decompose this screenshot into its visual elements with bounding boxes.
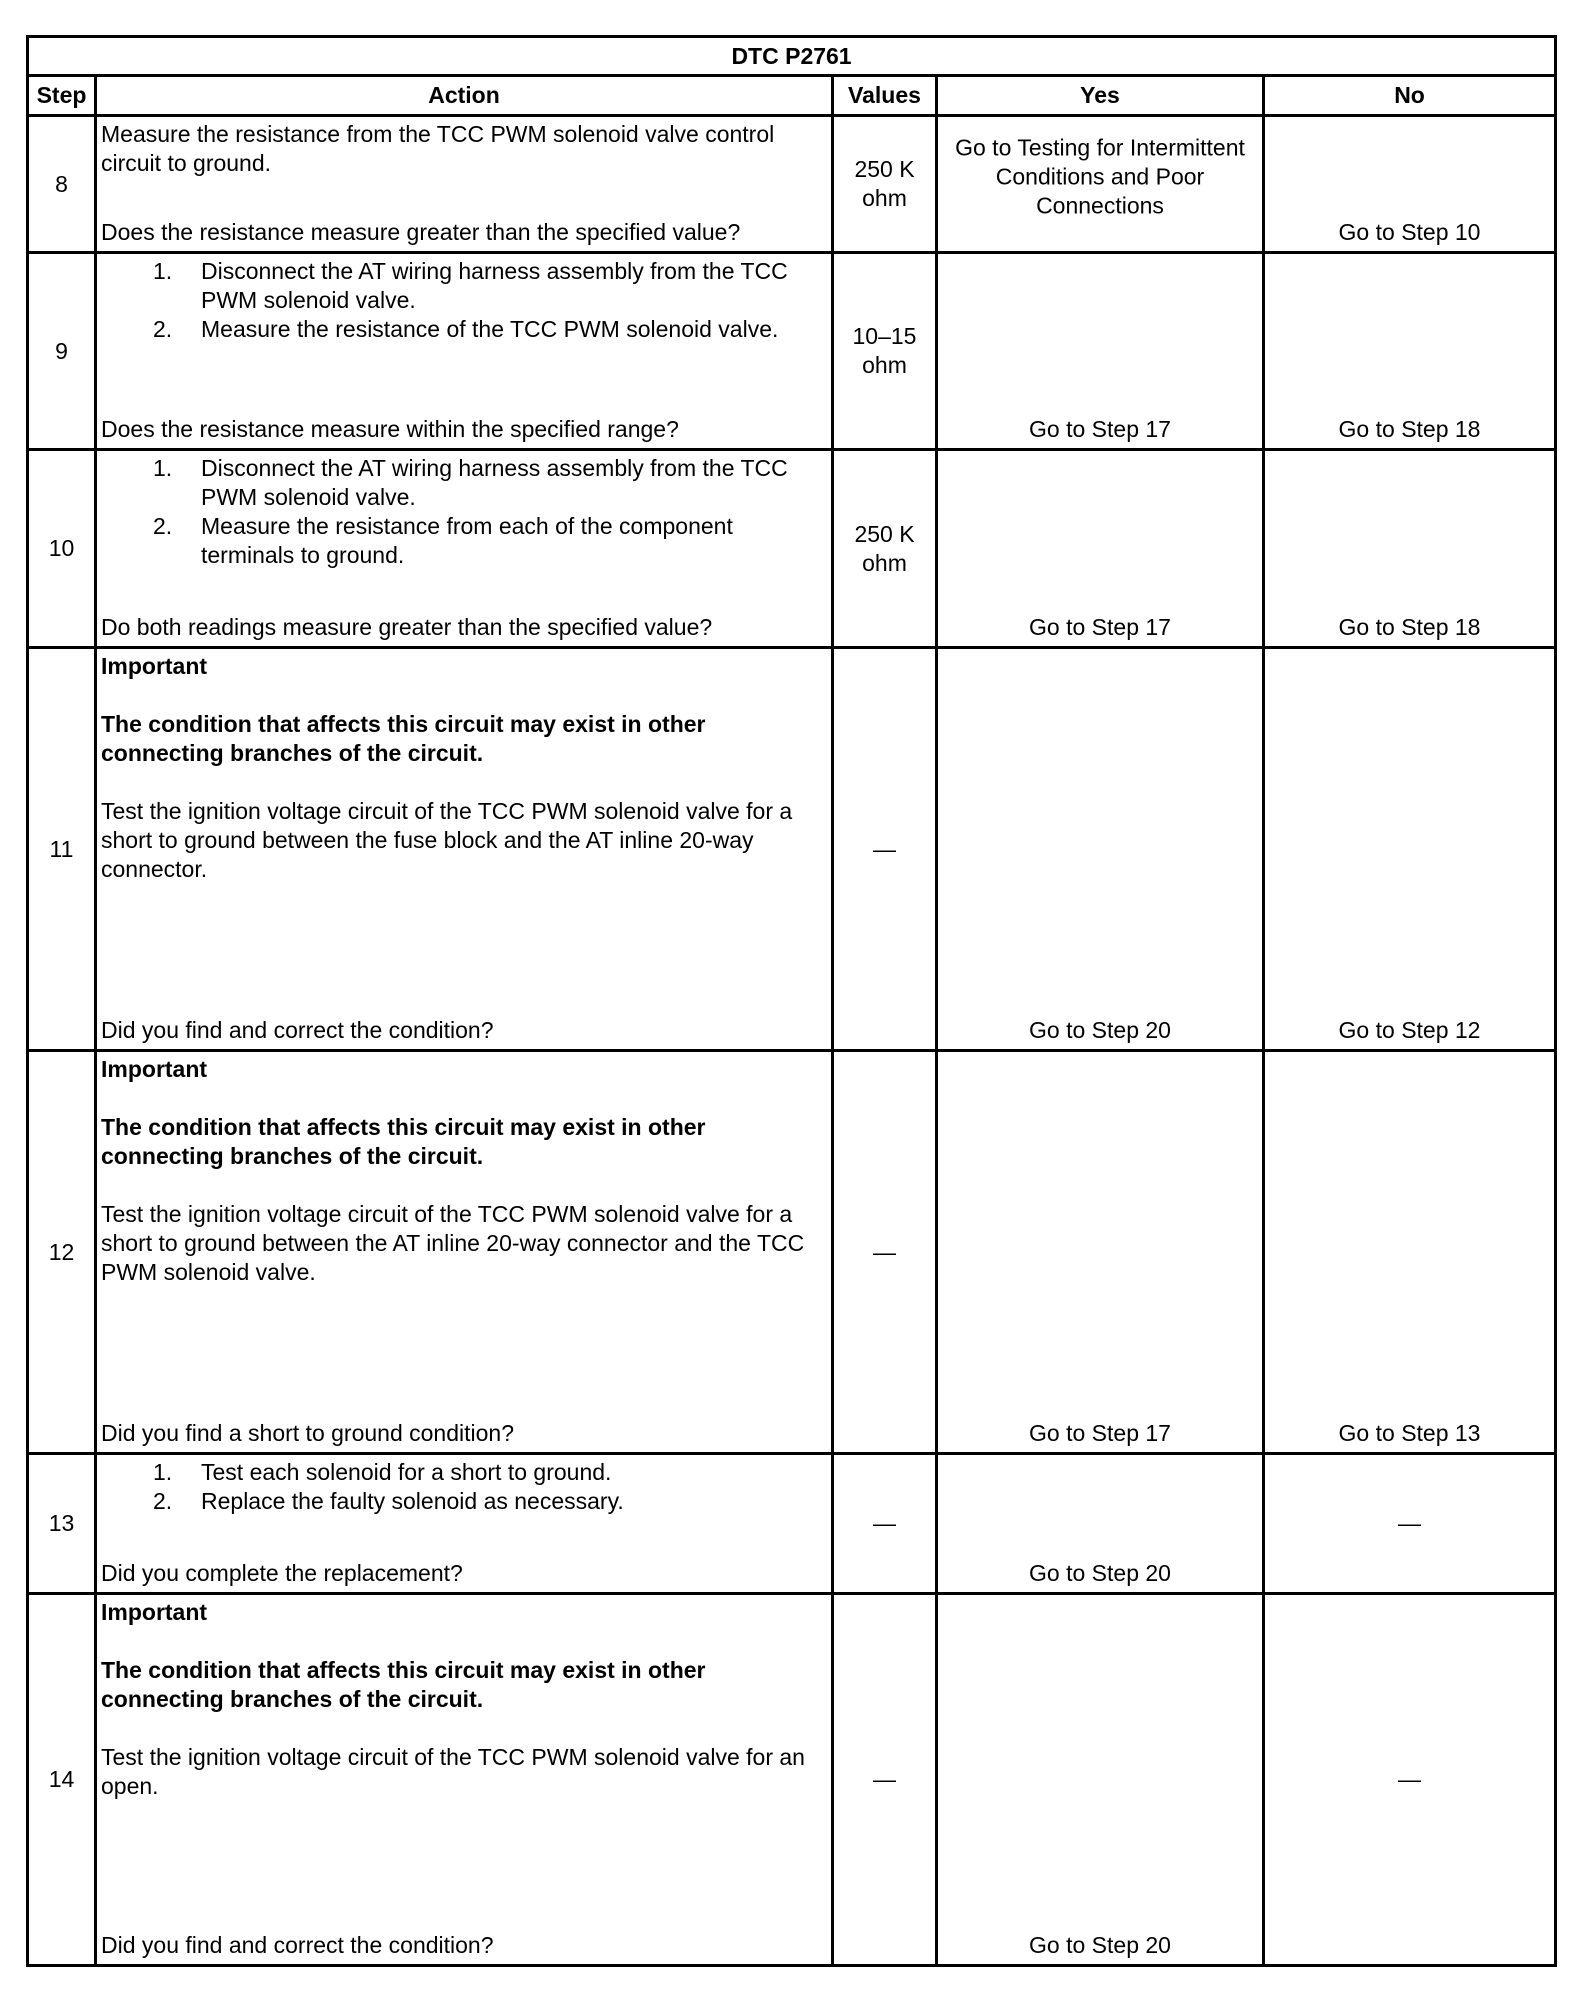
action-text: Test the ignition voltage circuit of the TCC PWM solenoid valve for a short to ground between the fuse block and the AT inline 20-way connector. bbox=[101, 798, 793, 882]
no-text: Go to Step 18 bbox=[1338, 416, 1481, 442]
list-item: 1. Disconnect the AT wiring harness assembly from the TCC PWM solenoid valve. bbox=[153, 455, 788, 510]
value-cell: — bbox=[833, 1051, 937, 1454]
no-cell bbox=[1264, 253, 1556, 450]
action-list bbox=[101, 454, 827, 570]
important-label: Important bbox=[101, 1056, 208, 1082]
header-action: Action bbox=[96, 76, 833, 116]
value-cell: 250 K ohm bbox=[833, 450, 937, 648]
header-step: Step bbox=[28, 76, 96, 116]
value-cell: 250 K ohm bbox=[833, 116, 937, 253]
dtc-table bbox=[26, 35, 1557, 1967]
action-text: Test the ignition voltage circuit of the TCC PWM solenoid valve for an open. bbox=[101, 1744, 805, 1799]
step-number: 13 bbox=[28, 1454, 96, 1594]
step-number: 9 bbox=[28, 253, 96, 450]
action-question: Did you find and correct the condition? bbox=[101, 1017, 494, 1043]
action-list bbox=[101, 257, 827, 344]
yes-text: Go to Step 17 bbox=[1029, 614, 1171, 640]
action-cell bbox=[96, 648, 833, 1051]
value-cell: — bbox=[833, 1454, 937, 1594]
list-item: 2. Measure the resistance from each of the component terminals to ground. bbox=[153, 513, 733, 568]
no-cell: — bbox=[1264, 1454, 1556, 1594]
value-cell: — bbox=[833, 648, 937, 1051]
value-cell: 10–15 ohm bbox=[833, 253, 937, 450]
action-question: Did you find a short to ground condition? bbox=[101, 1420, 514, 1446]
action-question: Did you find and correct the condition? bbox=[101, 1932, 494, 1958]
header-values: Values bbox=[833, 76, 937, 116]
action-cell bbox=[96, 253, 833, 450]
header-row bbox=[28, 76, 1556, 116]
value-cell: — bbox=[833, 1594, 937, 1966]
action-cell bbox=[96, 450, 833, 648]
table-row bbox=[28, 450, 1556, 648]
yes-text: Go to Step 20 bbox=[1029, 1932, 1171, 1958]
action-question: Did you complete the replacement? bbox=[101, 1560, 463, 1586]
no-cell bbox=[1264, 450, 1556, 648]
yes-text: Go to Step 20 bbox=[1029, 1560, 1171, 1586]
list-item: 2. Replace the faulty solenoid as necessary. bbox=[153, 1488, 624, 1514]
table-title: DTC P2761 bbox=[28, 37, 1556, 76]
yes-text: Go to Step 17 bbox=[1029, 416, 1171, 442]
yes-cell bbox=[937, 253, 1264, 450]
action-list bbox=[101, 1458, 827, 1516]
table-row bbox=[28, 116, 1556, 253]
important-text: The condition that affects this circuit may exist in other connecting branches of the circuit. bbox=[101, 1114, 706, 1169]
action-question: Do both readings measure greater than the specified value? bbox=[101, 614, 713, 640]
important-text: The condition that affects this circuit may exist in other connecting branches of the circuit. bbox=[101, 1657, 706, 1712]
table-row bbox=[28, 648, 1556, 1051]
yes-text: Go to Testing for Intermittent Conditions and Poor Connections bbox=[955, 134, 1245, 219]
action-text: Test the ignition voltage circuit of the TCC PWM solenoid valve for a short to ground between the AT inline 20-way connector and the TCC PWM solenoid valve. bbox=[101, 1201, 805, 1285]
table-row bbox=[28, 1051, 1556, 1454]
action-cell bbox=[96, 116, 833, 253]
yes-text: Go to Step 20 bbox=[1029, 1017, 1171, 1043]
important-text: The condition that affects this circuit may exist in other connecting branches of the circuit. bbox=[101, 711, 706, 766]
action-question: Does the resistance measure within the specified range? bbox=[101, 416, 679, 442]
no-text: Go to Step 13 bbox=[1338, 1420, 1481, 1446]
action-cell bbox=[96, 1051, 833, 1454]
yes-cell bbox=[937, 648, 1264, 1051]
step-number: 8 bbox=[28, 116, 96, 253]
no-cell: — bbox=[1264, 1594, 1556, 1966]
no-text: Go to Step 12 bbox=[1338, 1017, 1481, 1043]
step-number: 14 bbox=[28, 1594, 96, 1966]
table-row bbox=[28, 1594, 1556, 1966]
yes-cell bbox=[937, 116, 1264, 253]
step-number: 12 bbox=[28, 1051, 96, 1454]
action-cell bbox=[96, 1454, 833, 1594]
table-row bbox=[28, 1454, 1556, 1594]
yes-cell bbox=[937, 1594, 1264, 1966]
no-cell bbox=[1264, 1051, 1556, 1454]
table-row bbox=[28, 253, 1556, 450]
list-item: 2. Measure the resistance of the TCC PWM solenoid valve. bbox=[153, 316, 779, 342]
header-yes: Yes bbox=[937, 76, 1264, 116]
no-text: Go to Step 18 bbox=[1338, 614, 1481, 640]
no-cell bbox=[1264, 116, 1556, 253]
action-text: Measure the resistance from the TCC PWM solenoid valve control circuit to ground. bbox=[101, 121, 775, 176]
list-item: 1. Disconnect the AT wiring harness assembly from the TCC PWM solenoid valve. bbox=[153, 258, 788, 313]
important-label: Important bbox=[101, 1599, 208, 1625]
list-item: 1. Test each solenoid for a short to ground. bbox=[153, 1459, 612, 1485]
no-text: Go to Step 10 bbox=[1338, 219, 1481, 245]
header-no: No bbox=[1264, 76, 1556, 116]
yes-cell bbox=[937, 1454, 1264, 1594]
action-question: Does the resistance measure greater than the specified value? bbox=[101, 219, 741, 245]
step-number: 11 bbox=[28, 648, 96, 1051]
yes-cell bbox=[937, 450, 1264, 648]
yes-cell bbox=[937, 1051, 1264, 1454]
step-number: 10 bbox=[28, 450, 96, 648]
important-label: Important bbox=[101, 653, 208, 679]
action-cell bbox=[96, 1594, 833, 1966]
yes-text: Go to Step 17 bbox=[1029, 1420, 1171, 1446]
no-cell bbox=[1264, 648, 1556, 1051]
